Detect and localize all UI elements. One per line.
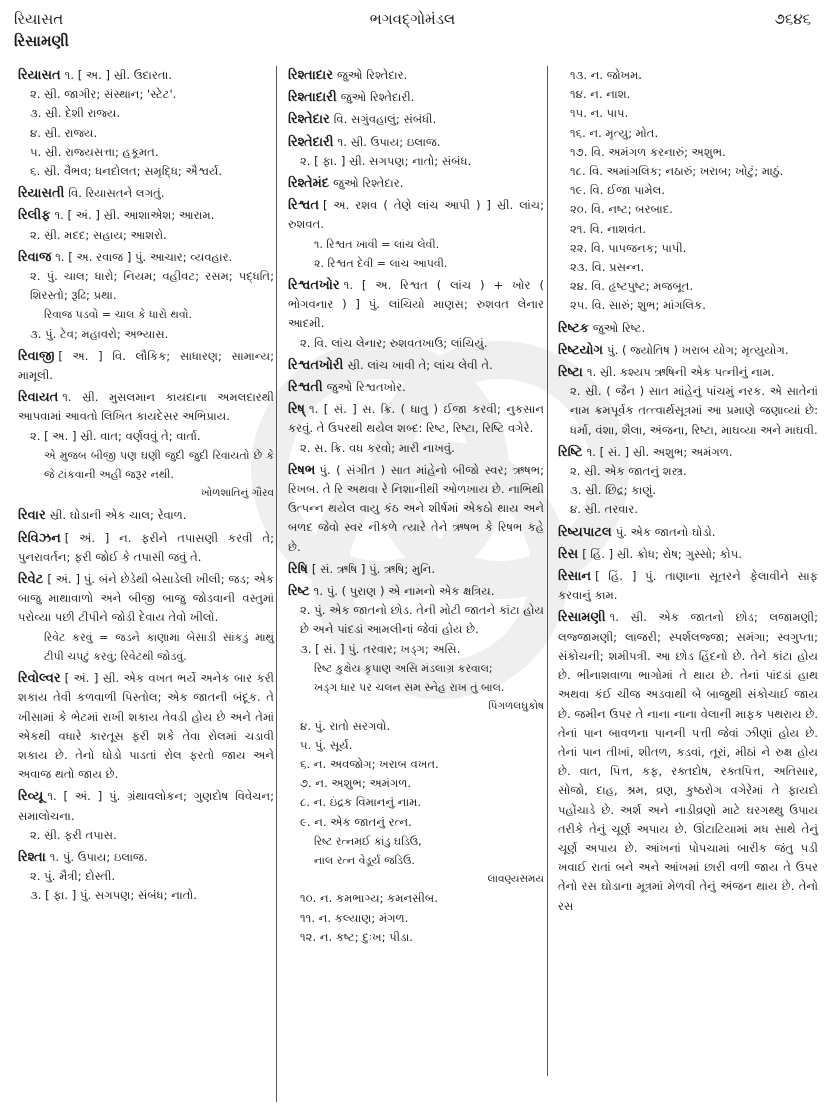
sense: ૨. સ્રી. ફરી તપાસ. xyxy=(30,827,117,842)
dictionary-entry xyxy=(558,523,818,542)
definition: ૧. [ અ. ] સ્રી. ઉદારતા. xyxy=(64,68,173,82)
definition: ૧. [ અં. ] પું. ગ્રંથાવલોકન; ગુણદોષ વિવેચન; સમાલોચના. xyxy=(18,789,274,823)
headword: રિવેટ xyxy=(18,572,44,588)
headword: રિવાયત xyxy=(18,390,59,406)
sense: ૨. વિ. લાંચ લેનાર; રુશવતખાઉ; લાંચિયું. xyxy=(300,335,488,350)
dictionary-entry xyxy=(288,110,544,129)
sense: ૨. સ્રી. મદદ; સહાય; આશરો. xyxy=(30,227,167,242)
headword: રિશ્તેદારી xyxy=(288,134,334,150)
dictionary-entry xyxy=(18,506,274,525)
dictionary-entry xyxy=(18,184,274,203)
column-3 xyxy=(558,66,818,1108)
dictionary-entry xyxy=(18,669,274,784)
sense: ૩. સ્રી. છિદ્ર; કાણું. xyxy=(570,483,657,498)
headword: રિષ્ટા xyxy=(558,365,583,381)
dictionary-entry xyxy=(18,66,274,181)
sense: ૬. સ્રી. વૈભવ; ધનદોલત; સમૃદ્ધિ; ઐશ્વર્ય. xyxy=(30,164,223,179)
sense: ૨. પું. એક જાતનો છોડ. તેની મોટી જાતને કાંટા હોય છે અને પાંદડાં આમલીનાં જેવાં હોય છે. xyxy=(300,603,544,637)
sense: ૫. સ્રી. રાજ્યસત્તા; હકૂમત. xyxy=(30,144,159,159)
dictionary-entry xyxy=(18,570,274,666)
sense: ૮. ન. ઇંદ્રક વિમાનનું નામ. xyxy=(300,795,422,810)
definition: ૧. [ સં. ] સ્રી. અશુભ; અમંગળ. xyxy=(586,444,733,459)
usage-example: રિવેટ કરવું = જડને કાણામાં બેસાડી સાંકડું માથું ટીપી ચપટું કરવું; રિવેટથી જોડવું. xyxy=(44,630,274,663)
page-header xyxy=(14,8,811,58)
headword: રિષ્યપાટલ xyxy=(558,524,612,540)
sense: ૨. પું. મૈત્રી; દોસ્તી. xyxy=(30,869,116,884)
usage-example: ૧. રિશ્વત ખાવી = લાંચ લેવી. xyxy=(314,237,440,251)
headword: રિવાર xyxy=(18,508,46,524)
definition: ૧. સ્રી. એક જાતનો છોડ; લજામણી; લજ્જામણી; લાજરી; સ્પર્શલજ્જા; સમંગા; સ્વગુપ્તા; સંકોચની; શમીપત્રી. આ છોડ હિંદનો છે. તેને કાંટા હોય છે. ભીનાશવાળા ભાગોમાં તે થાય છે. તેનાં પાંદડાં હાથ અથવા કંઈ ચીજ અડવાથી બે બાજુથી સંકોચાઈ જાય છે. જમીન ઉપર તે નાના નાના વેલાની માફક પથરાય છે. તેનાં પાન બાવળના પાનની પત્તી જેવાં ઝીણાં હોય છે. તેનાં પાન તીખાં, શીતળ, કડવાં, તૂરાં, મીઠાં ને રુક્ષ હોય છે. વાત, પિત્ત, કફ, રક્તદોષ, રક્તપિત્ત, અતિસાર, સોજો, દાહ, શ્રમ, વ્રણ, કુષ્ઠરોગ વગેરેમાં તે ફાયદો પહોંચાડે છે. અર્શ અને નાડીવ્રણો માટે ઘરગથ્થુ ઉપાય તરીકે તેનું ચૂર્ણ અપાય છે. ઊંટાટિયામાં મધ સાથે તેનું ચૂર્ણ અપાય છે. આંખનાં પોપચામાં બારીક જંતુ પડી ખવાઈ રાતાં બને અને આંખમાં છારી વળી જાય તે ઉપર તેનો રસ ઘોડાના મૂત્રમાં મેળવી તેનું અંજન થાય છે. તેનો રસ xyxy=(558,610,818,913)
definition: ૧. [ અ. રવાજ ] પું. આચાર; વ્યવહાર. xyxy=(55,249,233,264)
definition: ૧. સ્રી. મુસલમાન કાયદાના અમલદારથી આપવામાં આવતો લિખિત કાયદેસર અભિપ્રાય. xyxy=(18,390,274,424)
definition: [ અ. ] વિ. લૌકિક; સાધારણ; સામાન્ય; મામૂલી. xyxy=(18,348,274,383)
headword: રિશ્તાદાર xyxy=(288,68,333,83)
sense: ૨. પું. ચાલ; ધારો; નિયમ; વહીવટ; રસમ; પદ્ધતિ; શિરસ્તો; રૂઢિ; પ્રથા. xyxy=(30,269,274,303)
dictionary-entry xyxy=(288,276,544,353)
column-2 xyxy=(288,66,544,1108)
sense: ૪. પું. રાતો સરગવો. xyxy=(300,718,391,733)
verse-line: ખડ્ગ ધાર પર ચલન સમ સ્નેહ રાખ તું બાલ. xyxy=(314,681,505,695)
guide-word-last: રિસામણી xyxy=(14,32,69,50)
definition: ૧. [ સં. ] સ. ક્રિ. ( ધાતુ ) ઈજા કરવી; નુકસાન કરવું. તે ઉપરથી થયેલ શબ્દ: રિષ્ટ, રિષ્ટા, રિષ્ટિ વગેરે. xyxy=(288,402,544,436)
cross-reference: જુઓ રિશ્વતખોર. xyxy=(326,380,406,395)
headword: રિશ્તેદાર xyxy=(288,112,330,128)
dictionary-entry xyxy=(288,378,544,397)
sense: ૨૫. વિ. સારું; શુભ; માંગલિક. xyxy=(570,298,706,313)
headword: રિષભ xyxy=(288,462,316,478)
dictionary-entry xyxy=(558,545,818,564)
definition: [ અં. ] ન. ફરીને તપાસણી કરવી તે; પુનરાવર્તન; ફરી જોઈ કે તપાસી જવું તે. xyxy=(18,530,274,564)
definition: [ સં. ઋષિ ] પું. ઋષિ; મુનિ. xyxy=(311,561,436,576)
dictionary-entry xyxy=(558,567,818,605)
sense: ૨. [ અ. ] સ્રી. વાત; વર્ણવવું તે; વાર્તા. xyxy=(30,428,201,443)
sense: ૧૧. ન. કલ્યાણ; મંગળ. xyxy=(300,910,409,925)
dictionary-entry xyxy=(288,560,544,579)
definition: [ હિં. ] પું. તાણાના સૂતરને ફેલાવીને સાફ કરવાનું કામ. xyxy=(558,569,818,603)
headword: રિષ્ટયોગ xyxy=(558,342,604,358)
sense: ૨. [ ફા. ] સ્રી. સગપણ; નાતો; સંબંધ. xyxy=(300,153,472,168)
dictionary-entry xyxy=(18,248,274,344)
definition: [ અં. ] પું. બંને છેડેથી બેસાડેલી ખીલી; જડ; એક બાજુ માથાવાળો અને બીજી બાજુ જોડવાની વસ્તુમાં પરોવ્યા પછી ટીપીને જોડી દેવાય તેવો ખીલો. xyxy=(18,572,274,625)
dictionary-entry xyxy=(18,347,274,385)
sense: ૨૪. વિ. હૃષ્ટપુષ્ટ; મજબૂત. xyxy=(570,279,694,294)
dictionary-entry xyxy=(288,196,544,273)
usage-example: રિવાજ પડવો = ચાલ કે ધારો થવો. xyxy=(44,308,192,322)
headword: રિવાજ xyxy=(18,249,52,265)
sense: ૧૮. વિ. અમાંગલિક; નઠારું; ખરાબ; ખોટું; માઠું. xyxy=(570,164,784,179)
dictionary-entry xyxy=(558,319,818,338)
dictionary-entry xyxy=(288,88,544,107)
sense: ૨૦. વિ. નષ્ટ; બરબાદ. xyxy=(570,202,673,217)
sense: ૧૨. ન. કષ્ટ; દુઃખ; પીડા. xyxy=(300,929,413,944)
dictionary-entry xyxy=(18,529,274,567)
column-divider xyxy=(276,66,277,1102)
verse-line: રિષ્ટ રત્નમઈ કાંડુ ઘડિઉ, xyxy=(314,834,422,848)
headword: રિસ xyxy=(558,546,579,562)
definition: ૧. [ અં. ] સ્રી. આશાએશ; આરામ. xyxy=(54,208,215,223)
cross-reference: જુઓ રિશ્તેદાર. xyxy=(333,176,404,191)
sense: ૫. પું. સૂર્ય. xyxy=(300,737,353,752)
dictionary-entry xyxy=(288,66,544,85)
definition: સ્રી. લાંચ ખાવી તે; લાંચ લેવી તે. xyxy=(347,357,493,372)
dictionary-entry xyxy=(288,174,544,193)
dictionary-entry xyxy=(288,356,544,375)
quotation-source: ખોળશાતિનું ગૌરવ xyxy=(201,487,274,500)
sense: ૧૬. ન. મૃત્યુ; મોત. xyxy=(570,125,659,140)
verse-line: રિષ્ટ કુક્ષેય કૃપાણ અસિ મંડલાગ્ર કરવાલ; xyxy=(314,661,493,675)
sense: ૨૩. વિ. પ્રસન્ન. xyxy=(570,260,645,275)
definition: પું. ( જ્યોતિષ ) ખરાબ યોગ; મૃત્યુયોગ. xyxy=(607,342,789,357)
quotation: એ મુજબ બીજી પણ ઘણી જુદી જુદી રિવાયતો છે કે જે ટાંકવાની અહીં જરૂર નથી. xyxy=(44,448,274,482)
headword: રિશ્વતખોર xyxy=(288,278,340,294)
definition: [ અ. રશવ ( તેણે લાંચ આપી ) ] સ્રી. લાંચ; રુશવત. xyxy=(288,198,544,232)
sense: ૩. [ ફા. ] પું. સગપણ; સંબંધ; નાતો. xyxy=(30,888,197,903)
sense: ૨૧. વિ. નાશવંત. xyxy=(570,221,647,236)
sense: ૨. સ્રી. જાગીર; સંસ્થાન; 'સ્ટેટ'. xyxy=(30,87,177,102)
headword: રિવાજી xyxy=(18,348,55,364)
page-number: ૭૬૪૬ xyxy=(774,10,811,28)
dictionary-entry xyxy=(558,363,818,440)
definition: ૧. [ અ. રિશ્વત ( લાંચ ) + ખોર ( ભોગવનાર ) ] પું. લાંચિયો માણસ; રુશવત લેનાર આદમી. xyxy=(288,278,544,331)
sense: ૨. સ્રી. એક જાતનું શસ્ત્ર. xyxy=(570,464,687,479)
dictionary-columns xyxy=(12,66,819,1108)
headword: રિયાસતી xyxy=(18,186,65,202)
quotation-source: લાવણ્યસમય xyxy=(487,873,544,886)
page-title: ભગવદ્ગોમંડલ xyxy=(369,10,456,28)
dictionary-entry-continued xyxy=(558,66,818,316)
sense: ૨. સ. ક્રિ. વધ કરવો; મારી નાખવું. xyxy=(300,440,455,455)
definition: વિ. સગુંવહાલું; સંબંધી. xyxy=(333,112,437,127)
definition: ૧. પું. ઉપાય; ઇલાજ. xyxy=(49,849,148,864)
headword: રિસામણી xyxy=(558,610,606,626)
sense: ૨. સ્રી. ( જૈન ) સાત માંહેનું પાંચમું નરક. એ સાતેનાં નામ ક્રમપૂર્વક તત્ત્વાર્થસૂત્રમાં આ પ્રમાણે જણાવ્યાં છે: ધર્મા, વંશા, શૈલા, અંજના, રિષ્ટા, માઘવ્યા અને માઘવી. xyxy=(570,384,818,437)
dictionary-entry xyxy=(288,400,544,458)
sense: ૩. [ સં. ] પું. તરવાર; ખડ્ગ; અસિ. xyxy=(300,641,461,656)
sense: ૩. સ્રી. દેશી રાજ્ય. xyxy=(30,106,121,121)
sense: ૩. પું. ટેવ; મહાવરો; અભ્યાસ. xyxy=(30,326,169,341)
headword: રિવ્યૂ xyxy=(18,789,44,805)
definition: ૧. સ્રી. ઉપાય; ઇલાજ. xyxy=(337,134,441,149)
verse-line: નાલ રત્ન વેડૂર્ય જડિઉ. xyxy=(314,853,415,867)
sense: ૧૫. ન. પાપ. xyxy=(570,106,629,121)
headword: રિસાન xyxy=(558,569,592,585)
headword: રિશ્વતખોરી xyxy=(288,357,344,373)
sense: ૨૨. વિ. પાપજનક; પાપી. xyxy=(570,240,687,255)
sense: ૪. સ્રી. તરવાર. xyxy=(570,502,639,517)
cross-reference: જુઓ રિશ્તેદાર. xyxy=(336,68,408,82)
sense: ૭. ન. અશુભ; અમંગળ. xyxy=(300,776,412,791)
definition: [ અં. ] સ્રી. એક વખત ભર્યે અનેક બાર કરી શકાય તેવી કળવાળી પિસ્તોલ; એક જાતની બંદૂક. તે ખીસામાં કે ભેટમાં રાખી શકાય તેવડી હોય છે અને તેમાં એકથી વધારે કારતૂસ ફરી શકે તેવા રોલમાં ચડાવી શકાય છે. તેનો ઘોડો પાડતાં રોલ ફરતો જાય અને અવાજ થતો જાય છે. xyxy=(18,671,274,782)
definition: ૧. પું. ( પુરાણ ) એ નામનો એક ક્ષત્રિય. xyxy=(313,584,495,599)
quotation-source: પિંગળલઘુકોષ xyxy=(488,700,544,713)
headword: રિયાસત xyxy=(18,68,61,83)
dictionary-entry xyxy=(288,461,544,557)
sense: ૬. ન. અવજોગ; ખરાબ વખત. xyxy=(300,756,439,771)
column-1 xyxy=(18,66,274,1108)
sense: ૧૦. ન. કમભાગ્ય; કમનસીબ. xyxy=(300,891,438,906)
dictionary-entry xyxy=(18,388,274,503)
dictionary-entry xyxy=(18,206,274,244)
dictionary-entry xyxy=(18,787,274,845)
headword: રિલીફ xyxy=(18,208,51,224)
definition: [ હિં. ] સ્રી. ક્રોધ; રોષ; ગુસ્સો; કોપ. xyxy=(582,546,742,561)
cross-reference: જુઓ રિશ્તેદારી. xyxy=(340,90,415,105)
headword: રિશ્તેમંદ xyxy=(288,176,330,192)
sense: ૧૪. ન. નાશ. xyxy=(570,87,631,102)
cross-reference: જુઓ રિષ્ટ. xyxy=(592,320,646,335)
headword: રિશ્વતી xyxy=(288,380,323,396)
definition: પું. એક જાતનો ઘોડો. xyxy=(615,524,716,539)
headword: રિષ્ xyxy=(288,402,305,418)
definition: વિ. રિયાસતને લગતું. xyxy=(68,186,165,201)
headword: રિષિ xyxy=(288,561,308,577)
headword: રિવોલ્વર xyxy=(18,671,61,687)
definition: પું. ( સંગીત ) સાત માંહેનો બીજો સ્વર; ઋષભ; રિખબ. તે રિ અથવા રે નિશાનીથી ઓળખાય છે. નાભિથી ઉત્પન્ન થયેલ વાયુ કંઠ અને શીર્ષમાં એકઠો થાય અને બળદ જેવો સ્વર નીકળે ત્યારે તેને ઋષભ કે રિષભ કહે છે. xyxy=(288,462,544,554)
headword: રિષ્ટિ xyxy=(558,444,583,460)
guide-word-first: રિયાસત xyxy=(14,10,64,28)
dictionary-entry xyxy=(558,443,818,520)
headword: રિશ્તા xyxy=(18,849,46,865)
headword: રિશ્વત xyxy=(288,198,319,214)
dictionary-entry xyxy=(18,848,274,906)
column-divider xyxy=(547,66,548,1076)
dictionary-entry xyxy=(288,582,544,947)
sense: ૧૩. ન. જોખમ. xyxy=(570,68,643,82)
headword: રિશ્તાદારી xyxy=(288,90,337,106)
sense: ૯. ન. એક જાતનું રત્ન. xyxy=(300,814,412,829)
headword: રિષ્ટક xyxy=(558,320,589,336)
headword: રિષ્ટ xyxy=(288,584,310,600)
definition: સ્રી. ઘોડાની એક ચાલ; રેવાળ. xyxy=(49,508,187,523)
sense: ૧૯. વિ. ઈજા પામેલ. xyxy=(570,183,666,198)
dictionary-entry xyxy=(288,133,544,171)
usage-example: ૨. રિશ્વત દેવી = લાંચ આપવી. xyxy=(314,256,448,270)
definition: ૧. સ્રી. કશ્યપ ઋષિની એક પત્નીનું નામ. xyxy=(586,365,775,380)
dictionary-entry xyxy=(558,341,818,360)
sense: ૧૭. વિ. અમંગળ કરનારું; અશુભ. xyxy=(570,144,726,159)
sense: ૪. સ્રી. રાજ્ય. xyxy=(30,125,98,140)
dictionary-entry xyxy=(558,608,818,915)
headword: રિવિઝન xyxy=(18,530,61,546)
